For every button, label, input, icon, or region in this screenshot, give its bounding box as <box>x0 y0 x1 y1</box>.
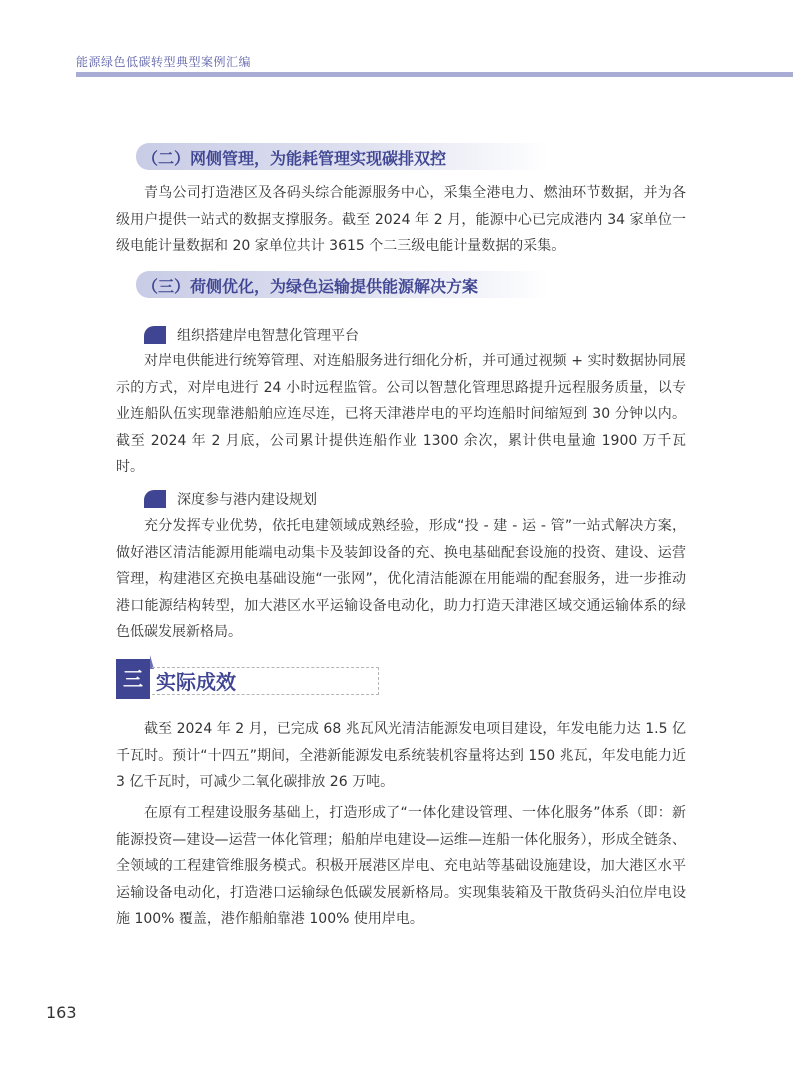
chapter-number-badge: 三 <box>116 659 150 699</box>
chapter-title-frame <box>152 667 379 695</box>
subheading-bullet-icon <box>144 326 166 344</box>
subheading-planning <box>144 489 317 509</box>
chapter-title: 实际成效 <box>156 670 236 694</box>
results-paragraph-1: 截至 2024 年 2 月，已完成 68 兆瓦风光清洁能源发电项目建设，年发电能力达 1.5 亿千瓦时。预计“十四五”期间，全港新能源发电系统装机容量将达到 150 兆瓦，年发电能力近 3 亿千瓦时，可减少二氧化碳排放 26 万吨。 <box>116 721 686 790</box>
results-paragraph-2: 在原有工程建设服务基础上，打造形成了“一体化建设管理、一体化服务”体系（即：新能源投资—建设—运营一体化管理；船舶岸电建设—运维—连船一体化服务），形成全链条、全领域的工程建管维服务模式。积极开展港区岸电、充电站等基础设施建设，加大港区水平运输设备电动化，打造港口运输绿色低碳发展新格局。实现集装箱及干散货码头泊位岸电设施 100% 覆盖，港作船舶靠港 100% 使用岸电。 <box>116 805 686 927</box>
subheading-bullet-icon <box>144 490 166 508</box>
subheading-planning-label: 深度参与港内建设规划 <box>177 492 317 508</box>
subheading-platform-label: 组织搭建岸电智慧化管理平台 <box>177 328 359 344</box>
header-rule <box>76 72 793 77</box>
platform-paragraph: 对岸电供能进行统筹管理、对连船服务进行细化分析，并可通过视频 + 实时数据协同展示的方式，对岸电进行 24 小时远程监管。公司以智慧化管理思路提升远程服务质量，以专业连船队伍实现靠港船舶应连尽连，已将天津港岸电的平均连船时间缩短到 30 分钟以内。截至 2024 年 2 月底，公司累计提供连船作业 1300 余次，累计供电量逾 1900 万千瓦时。 <box>116 353 686 475</box>
chapter-heading <box>116 655 380 699</box>
section-heading-3: （三）荷侧优化，为绿色运输提供能源解决方案 <box>142 277 479 296</box>
page-number: 163 <box>46 1003 77 1022</box>
planning-paragraph: 充分发挥专业优势，依托电建领域成熟经验，形成“投 - 建 - 运 - 管”一站式解决方案，做好港区清洁能源用能端电动集卡及装卸设备的充、换电基础配套设施的投资、建设、运营管理，构建港区充换电基础设施“一张网”，优化清洁能源在用能端的配套服务，进一步推动港口能源结构转型，加大港区水平运输设备电动化，助力打造天津港区域交通运输体系的绿色低碳发展新格局。 <box>116 518 686 640</box>
section-heading-bar-2 <box>136 143 550 170</box>
header-title: 能源绿色低碳转型典型案例汇编 <box>76 55 252 69</box>
section2-paragraph: 青鸟公司打造港区及各码头综合能源服务中心，采集全港电力、燃油环节数据，并为各级用户提供一站式的数据支撑服务。截至 2024 年 2 月，能源中心已完成港内 34 家单位一级电能计量数据和 20 家单位共计 3615 个二三级电能计量数据的采集。 <box>116 185 686 254</box>
subheading-platform <box>144 325 359 345</box>
section-heading-2: （二）网侧管理，为能耗管理实现碳排双控 <box>142 149 447 168</box>
section-heading-bar-3 <box>136 271 550 298</box>
